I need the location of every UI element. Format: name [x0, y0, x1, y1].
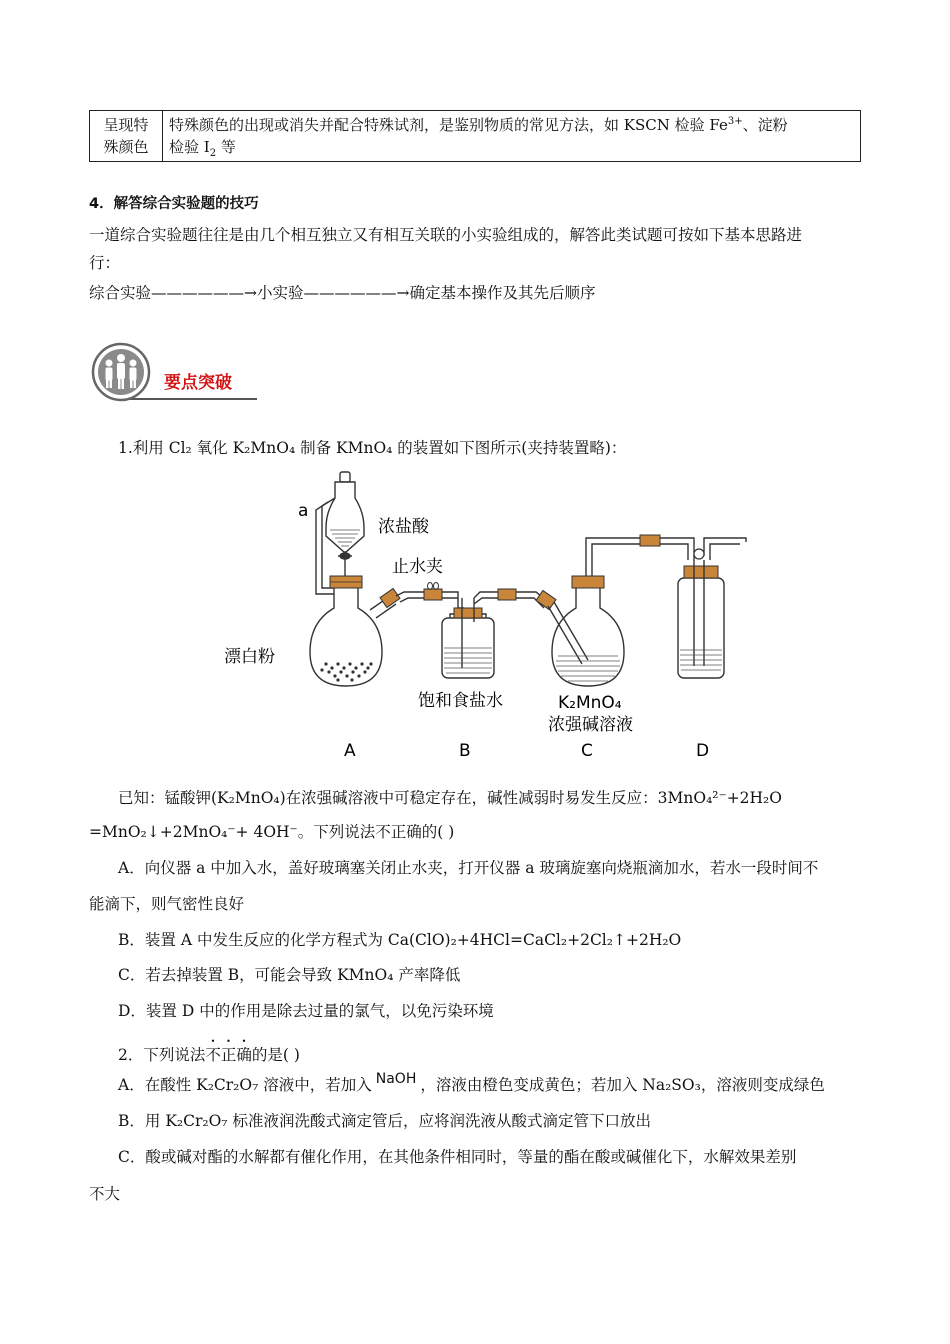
content-text-1: 特殊颜色的出现或消失并配合特殊试剂，是鉴别物质的常见方法，如 KSCN 检验 Fe	[169, 116, 728, 134]
label-A: A	[344, 741, 356, 761]
iodine-sub: 2	[209, 148, 217, 159]
flask-c	[536, 544, 624, 686]
property-table	[89, 110, 861, 162]
section-para-2: 行：	[89, 254, 121, 272]
q1-option-d: D．装置 D 中的作用是除去过量的氯气，以免污染环境	[118, 1002, 494, 1020]
label-C: C	[581, 741, 593, 761]
banner-title: 要点突破	[164, 373, 232, 393]
separatory-funnel	[326, 472, 364, 580]
q2-option-c-2: 不大	[89, 1185, 121, 1203]
fe-charge: 3+	[727, 116, 743, 127]
bottle-b	[442, 598, 494, 678]
label-a: a	[298, 501, 309, 521]
bottle-d	[678, 549, 724, 678]
q2-stem-pre: 2．下列说法	[118, 1046, 206, 1064]
label-B: B	[459, 741, 471, 761]
q2-option-a-post: ，溶液由橙色变成黄色；若加入 Na₂SO₃，溶液则变成绿色	[420, 1076, 825, 1094]
label-k2mno4: K₂MnO₄	[558, 693, 622, 713]
q2-option-a	[118, 1071, 825, 1097]
table-row	[90, 111, 861, 162]
q1-option-c: C．若去掉装置 B，可能会导致 KMnO₄ 产率降低	[118, 966, 461, 984]
label-line-2: 殊颜色	[103, 138, 149, 156]
content-text-2b: 等	[216, 138, 236, 156]
content-text-1b: 、淀粉	[742, 116, 788, 134]
q2-naoh: NaOH	[375, 1071, 417, 1087]
q2-stem-emphasis: 不正确	[205, 1046, 252, 1064]
q2-option-b: B．用 K₂Cr₂O₇ 标准液润洗酸式滴定管后，应将润洗液从酸式滴定管下口放出	[118, 1112, 651, 1130]
clamp-connector	[424, 589, 442, 600]
content-text-2: 检验 I	[169, 138, 210, 156]
q1-known-1: 已知：锰酸钾(K₂MnO₄)在浓强碱溶液中可稳定存在，碱性减弱时易发生反应：3MnO₄²⁻+2H₂O	[118, 789, 782, 807]
q1-option-a-1: A．向仪器 a 中加入水，盖好玻璃塞关闭止水夹，打开仪器 a 玻璃旋塞向烧瓶滴加水，若水一段时间不	[118, 859, 819, 877]
section-heading: 4．解答综合实验题的技巧	[89, 196, 259, 212]
people-group-icon	[93, 344, 149, 400]
q1-option-a-2: 能滴下，则气密性良好	[89, 895, 245, 913]
q1-intro: 1.利用 Cl₂ 氧化 K₂MnO₄ 制备 KMnO₄ 的装置如下图所示(夹持装置略)：	[118, 439, 627, 457]
label-D: D	[696, 741, 710, 761]
label-brine: 饱和食盐水	[418, 691, 503, 711]
q2-option-c-1: C．酸或碱对酯的水解都有催化作用，在其他条件相同时，等量的酯在酸或碱催化下，水解效果差别	[118, 1148, 797, 1166]
label-line-1: 呈现特	[103, 116, 149, 134]
q2-stem-post: 的是( )	[251, 1046, 300, 1064]
q2-option-a-pre: A．在酸性 K₂Cr₂O₇ 溶液中，若加入	[118, 1076, 372, 1094]
table-content-cell	[163, 111, 861, 162]
table-label-cell	[90, 111, 163, 162]
label-base: 浓强碱溶液	[548, 715, 633, 735]
flow-line: 综合实验——————→小实验——————→确定基本操作及其先后顺序	[89, 284, 596, 302]
label-clamp: 止水夹	[392, 557, 443, 577]
water-clamp	[428, 583, 439, 590]
content-line-1	[169, 114, 854, 136]
apparatus-figure	[218, 468, 758, 768]
section-para-1: 一道综合实验题往往是由几个相互独立又有相互关联的小实验组成的，解答此类试题可按如下基本思路进	[89, 226, 803, 244]
content-line-2	[169, 136, 854, 158]
label-bleach: 漂白粉	[224, 647, 275, 667]
label-acid: 浓盐酸	[378, 517, 429, 537]
q2-stem	[118, 1037, 300, 1066]
flask-a	[310, 576, 400, 686]
q1-option-b: B．装置 A 中发生反应的化学方程式为 Ca(ClO)₂+4HCl=CaCl₂+2Cl₂↑+2H₂O	[118, 931, 682, 949]
q1-known-2: =MnO₂↓+2MnO₄⁻+ 4OH⁻。下列说法不正确的( )	[89, 823, 455, 841]
